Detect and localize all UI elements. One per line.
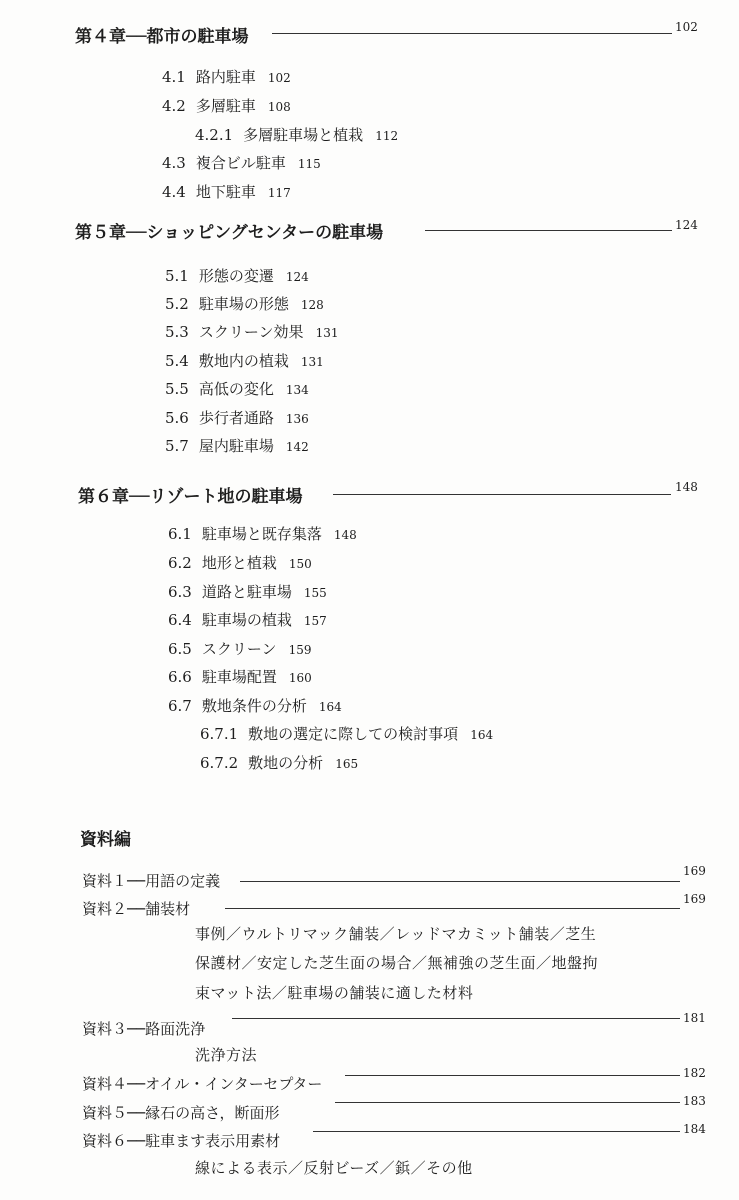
- chapter-label: 第４章: [75, 27, 126, 47]
- chapter-page-number: 148: [675, 480, 698, 494]
- section-item: 5.5 高低の変化 134: [165, 380, 309, 398]
- appendix-page-number: 169: [683, 892, 706, 906]
- appendix-item-2: 資料２──舗装材: [82, 900, 191, 918]
- subsection-item: 6.7.1 敷地の選定に際しての検討事項 164: [200, 725, 494, 743]
- chapter-text: ──都市の駐車場: [126, 27, 249, 47]
- section-item: 5.6 歩行者通路 136: [165, 409, 309, 427]
- appendix-item-3: 資料３──路面洗浄: [82, 1020, 206, 1038]
- appendix-heading: 資料編: [80, 830, 131, 850]
- section-item: 5.1 形態の変遷 124: [165, 267, 309, 285]
- section-item: 4.1 路内駐車 102: [162, 68, 291, 86]
- section-item: 6.5 スクリーン 159: [168, 640, 312, 658]
- leader-line: [232, 1018, 680, 1019]
- chapter-page-number: 124: [675, 218, 698, 232]
- leader-line: [225, 908, 680, 909]
- appendix-page-number: 183: [683, 1094, 706, 1108]
- section-item: 5.3 スクリーン効果 131: [165, 323, 339, 341]
- appendix-item-1: 資料１──用語の定義: [82, 872, 221, 890]
- subsection-item: 4.2.1 多層駐車場と植栽 112: [195, 126, 399, 144]
- leader-line: [333, 494, 671, 495]
- appendix-page-number: 182: [683, 1066, 706, 1080]
- appendix-item-6: 資料６──駐車ます表示用素材: [82, 1132, 281, 1150]
- section-item: 6.6 駐車場配置 160: [168, 668, 312, 686]
- section-item: 6.3 道路と駐車場 155: [168, 583, 327, 601]
- section-item: 5.4 敷地内の植栽 131: [165, 352, 324, 370]
- appendix-description-line: 保護材／安定した芝生面の場合／無補強の芝生面／地盤拘: [195, 954, 599, 972]
- section-item: 4.2 多層駐車 108: [162, 97, 291, 115]
- appendix-description-line: 洗浄方法: [195, 1046, 258, 1064]
- leader-line: [313, 1131, 680, 1132]
- section-item: 6.7 敷地条件の分析 164: [168, 697, 342, 715]
- leader-line: [335, 1102, 680, 1103]
- appendix-description-line: 事例／ウルトリマック舗装／レッドマカミット舗装／芝生: [195, 925, 597, 943]
- leader-line: [425, 230, 672, 231]
- section-item: 6.4 駐車場の植栽 157: [168, 611, 327, 629]
- appendix-page-number: 184: [683, 1122, 706, 1136]
- chapter-4-title: [75, 22, 248, 47]
- chapter-6-title: 第６章──リゾート地の駐車場: [78, 487, 303, 507]
- appendix-description-line: 束マット法／駐車場の舗装に適した材料: [195, 984, 474, 1002]
- appendix-page-number: 181: [683, 1011, 706, 1025]
- section-item: 4.3 複合ビル駐車 115: [162, 154, 321, 172]
- leader-line: [240, 881, 680, 882]
- appendix-item-4: 資料４──オイル・インターセプター: [82, 1075, 323, 1093]
- section-item: 5.2 駐車場の形態 128: [165, 295, 324, 313]
- subsection-item: 6.7.2 敷地の分析 165: [200, 754, 359, 772]
- chapter-5-title: 第５章──ショッピングセンターの駐車場: [75, 223, 384, 243]
- appendix-page-number: 169: [683, 864, 706, 878]
- section-item: 4.4 地下駐車 117: [162, 183, 291, 201]
- leader-line: [272, 33, 672, 34]
- leader-line: [345, 1075, 680, 1076]
- section-item: 6.1 駐車場と既存集落 148: [168, 525, 357, 543]
- section-item: 6.2 地形と植栽 150: [168, 554, 312, 572]
- section-item: 5.7 屋内駐車場 142: [165, 437, 309, 455]
- appendix-item-5: 資料５──縁石の高さ，断面形: [82, 1104, 280, 1122]
- chapter-page-number: 102: [675, 20, 698, 34]
- appendix-description-line: 線による表示／反射ビーズ／鋲／その他: [195, 1159, 473, 1177]
